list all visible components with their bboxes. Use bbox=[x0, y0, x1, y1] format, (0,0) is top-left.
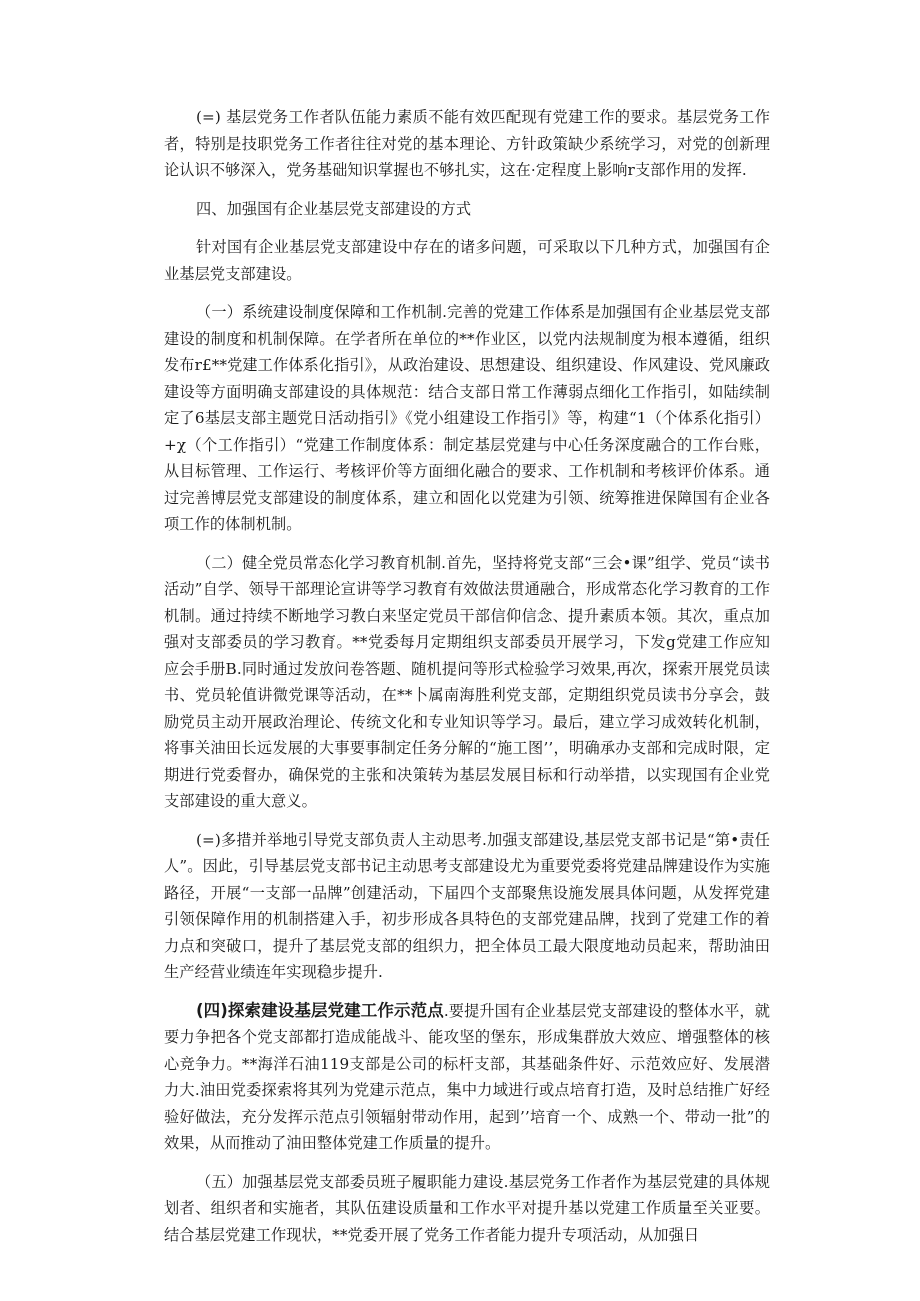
paragraph-7 bbox=[164, 998, 770, 1157]
paragraph-1: (=) 基层党务工作者队伍能力素质不能有效匹配现有党建工作的要求。基层党务工作者，特别是技职党务工作者往往对党的基本理论、方针政策缺少系统学习，对党的创新理论认识不够深入，党务基础知识掌握也不够扎实，这在·定程度上影响r支部作用的发挥. bbox=[164, 108, 770, 179]
paragraph-6: (=)多措并举地引导党支部负责人主动思考.加强支部建设,基层党支部书记是“第•责任人”。因此，引导基层党支部书记主动思考支部建设尤为重要党委将党建品牌建设作为实施路径，开展“一支部一品牌”创建活动，下届四个支部聚焦设施发展具体问题，从发挥党建引领保障作用的机制搭建入手，初步形成各具特色的支部党建品牌，找到了党建工作的着力点和突破口，提升了基层党支部的组织力，把全体员工最大限度地动员起来，帮助油田生产经营业绩连年实现稳步提升. bbox=[164, 830, 770, 981]
paragraph-3: 针对国有企业基层党支部建设中存在的诸多问题，可采取以下几种方式，加强国有企业基层党支部建设。 bbox=[164, 238, 770, 283]
paragraph-4: （一）系统建设制度保障和工作机制.完善的党建工作体系是加强国有企业基层党支部建设的制度和机制保障。在学者所在单位的**作业区，以党内法规制度为根本遵循，组织发布r£**党建工作体系化指引》，从政治建设、思想建设、组织建设、作风建设、党风廉政建设等方面明确支部建设的具体规范：结合支部日常工作薄弱点细化工作指引，如陆续制定了6基层支部主题党日活动指引》《党小组建设工作指引》等，构建“1（个体系化指引）+χ（个工作指引）“党建工作制度体系：制定基层党建与中心任务深度融合的工作台账，从目标管理、工作运行、考核评价等方面细化融合的要求、工作机制和考核评价体系。通过完善博层党支部建设的制度体系，建立和固化以党建为引领、统筹推进保障国有企业各项工作的体制机制。 bbox=[164, 303, 770, 533]
section-heading: 四、加强国有企业基层党支部建设的方式 bbox=[196, 199, 472, 218]
paragraph-8: （五）加强基层党支部委员班子履职能力建设.基层党务工作者作为基层党建的具体规划者、组织者和实施者，其队伍建设质量和工作水平对提升基以党建工作质量至关亚要。结合基层党建工作现状，**党委开展了党务工作者能力提升专项活动，从加强日 bbox=[164, 1172, 770, 1244]
paragraph-5: （二）健全党员常态化学习教育机制.首先，坚持将党支部“三会•课”组学、党员“读书活动”自学、领导干部理论宣讲等学习教育有效做法贯通融合，形成常态化学习教育的工作机制。通过持续不断地学习教白来坚定党员干部信仰信念、提升素质本领。其次，重点加强对支部委员的学习教育。**党委每月定期组织支部委员开展学习，下发g党建工作应知应会手册B.同时通过发放问卷答题、随机提问等形式检验学习效果,再次，探索开展党员读书、党员轮值讲微党课等活动，在**卜属南海胜利党支部，定期组织党员读书分享会，鼓励党员主动开展政治理论、传统文化和专业知识等学习。最后，建立学习成效转化机制，将事关油田长远发展的大事要事制定任务分解的“施工图’’，明确承办支部和完成时限，定期进行党委督办，确保党的主张和决策转为基层发展目标和行动举措，以实现国有企业党支部建设的重大意义。 bbox=[164, 553, 770, 810]
document-page bbox=[164, 104, 770, 1248]
paragraph-7-body: .要提升国有企业基层党支部建设的整体水平，就要力争把各个党支部都打造成能战斗、能攻坚的堡东，形成集群放大效应、增强整体的核心竞争力。**海洋石油119支部是公司的标杆支部，其基础条件好、示范效应好、发展潜力大.油田党委探索将其列为党建示范点，集中力域进行或点培育打造，及时总结推广好经验好做法，充分发挥示范点引领辐射带动作用，起到’’培育一个、成熟一个、带动一批”的效果，从而推动了油田整体党建工作质量的提升。 bbox=[164, 1001, 771, 1152]
subheading-4: (四)探索建设基层党建工作示范点 bbox=[196, 1000, 444, 1020]
